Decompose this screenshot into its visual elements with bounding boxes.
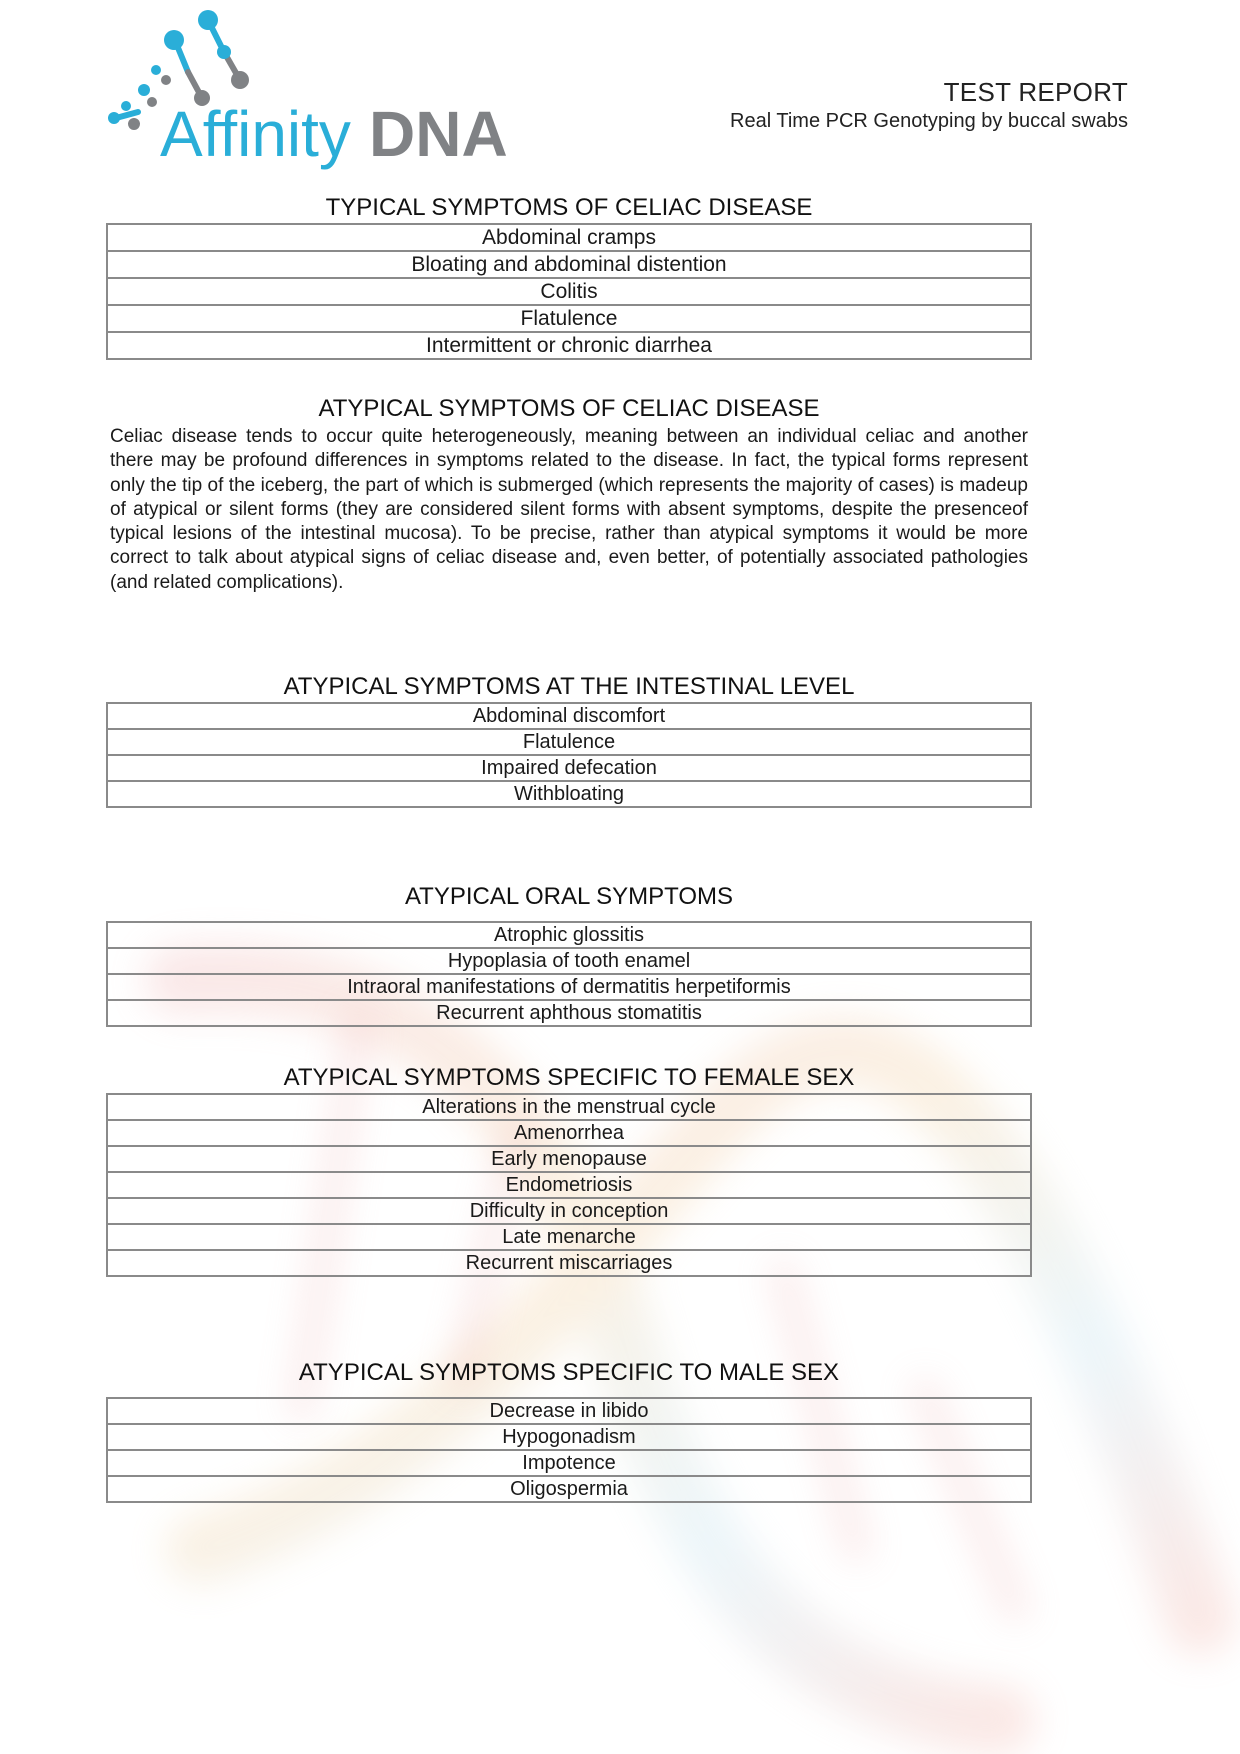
table-cell: Colitis — [107, 278, 1031, 305]
table-cell: Difficulty in conception — [107, 1198, 1031, 1224]
table-row — [107, 1398, 1031, 1424]
table-row — [107, 1476, 1031, 1502]
atypical-symptoms-title: ATYPICAL SYMPTOMS OF CELIAC DISEASE — [318, 395, 820, 422]
table-row — [107, 305, 1031, 332]
table-row — [107, 1120, 1031, 1146]
table-row — [107, 1224, 1031, 1250]
table-row — [107, 1450, 1031, 1476]
table-cell: Bloating and abdominal distention — [107, 251, 1031, 278]
female-symptoms-title: ATYPICAL SYMPTOMS SPECIFIC TO FEMALE SEX — [283, 1064, 855, 1091]
table-row — [107, 1146, 1031, 1172]
table-row — [107, 781, 1031, 807]
report-subtitle: Real Time PCR Genotyping by buccal swabs — [730, 110, 1128, 132]
table-row — [107, 974, 1031, 1000]
report-title: TEST REPORT — [943, 77, 1128, 107]
table-row — [107, 729, 1031, 755]
table-row — [107, 1172, 1031, 1198]
table-cell: Hypogonadism — [107, 1424, 1031, 1450]
table-row — [107, 251, 1031, 278]
table-cell: Early menopause — [107, 1146, 1031, 1172]
typical-symptoms-table — [106, 223, 1032, 360]
table-cell: Decrease in libido — [107, 1398, 1031, 1424]
table-row — [107, 703, 1031, 729]
table-cell: Amenorrhea — [107, 1120, 1031, 1146]
table-row — [107, 948, 1031, 974]
brand-name-light: Affinity — [160, 98, 351, 170]
table-row — [107, 1424, 1031, 1450]
table-row — [107, 224, 1031, 251]
male-symptoms-title: ATYPICAL SYMPTOMS SPECIFIC TO MALE SEX — [298, 1359, 840, 1386]
table-cell: Abdominal discomfort — [107, 703, 1031, 729]
table-cell: Recurrent miscarriages — [107, 1250, 1031, 1276]
table-row — [107, 332, 1031, 359]
table-cell: Impaired defecation — [107, 755, 1031, 781]
intestinal-symptoms-title: ATYPICAL SYMPTOMS AT THE INTESTINAL LEVEL — [283, 673, 855, 700]
brand-name-bold: DNA — [369, 98, 508, 170]
typical-symptoms-title: TYPICAL SYMPTOMS OF CELIAC DISEASE — [325, 194, 813, 221]
affinity-dna-logo — [104, 6, 524, 178]
table-cell: Intermittent or chronic diarrhea — [107, 332, 1031, 359]
table-cell: Recurrent aphthous stomatitis — [107, 1000, 1031, 1026]
table-row — [107, 1250, 1031, 1276]
table-row — [107, 755, 1031, 781]
table-cell: Intraoral manifestations of dermatitis herpetiformis — [107, 974, 1031, 1000]
table-cell: Oligospermia — [107, 1476, 1031, 1502]
table-row — [107, 1000, 1031, 1026]
table-row — [107, 1198, 1031, 1224]
table-cell: Abdominal cramps — [107, 224, 1031, 251]
report-header — [730, 76, 1128, 134]
table-row — [107, 278, 1031, 305]
oral-symptoms-table — [106, 921, 1032, 1027]
table-cell: Endometriosis — [107, 1172, 1031, 1198]
male-symptoms-table — [106, 1397, 1032, 1503]
atypical-description: Celiac disease tends to occur quite heterogeneously, meaning between an individual celiac and another there may be profound differences in symptoms related to the disease. In fact, the typical forms represent only the tip of the iceberg, the part of which is submerged (which represents the majority of cases) is madeup of atypical or silent forms (they are considered silent forms with absent symptoms, despite the presenceof typical lesions of the intestinal mucosa). To be precise, rather than atypical symptoms it would be more correct to talk about atypical signs of celiac disease and, even better, of potentially associated pathologies (and related complications). — [110, 426, 1028, 593]
table-cell: Flatulence — [107, 305, 1031, 332]
table-cell: Flatulence — [107, 729, 1031, 755]
table-row — [107, 922, 1031, 948]
table-cell: Late menarche — [107, 1224, 1031, 1250]
table-cell: Withbloating — [107, 781, 1031, 807]
female-symptoms-table — [106, 1093, 1032, 1277]
table-cell: Impotence — [107, 1450, 1031, 1476]
table-row — [107, 1094, 1031, 1120]
table-cell: Alterations in the menstrual cycle — [107, 1094, 1031, 1120]
oral-symptoms-title: ATYPICAL ORAL SYMPTOMS — [404, 883, 734, 910]
table-cell: Atrophic glossitis — [107, 922, 1031, 948]
table-cell: Hypoplasia of tooth enamel — [107, 948, 1031, 974]
intestinal-symptoms-table — [106, 702, 1032, 808]
